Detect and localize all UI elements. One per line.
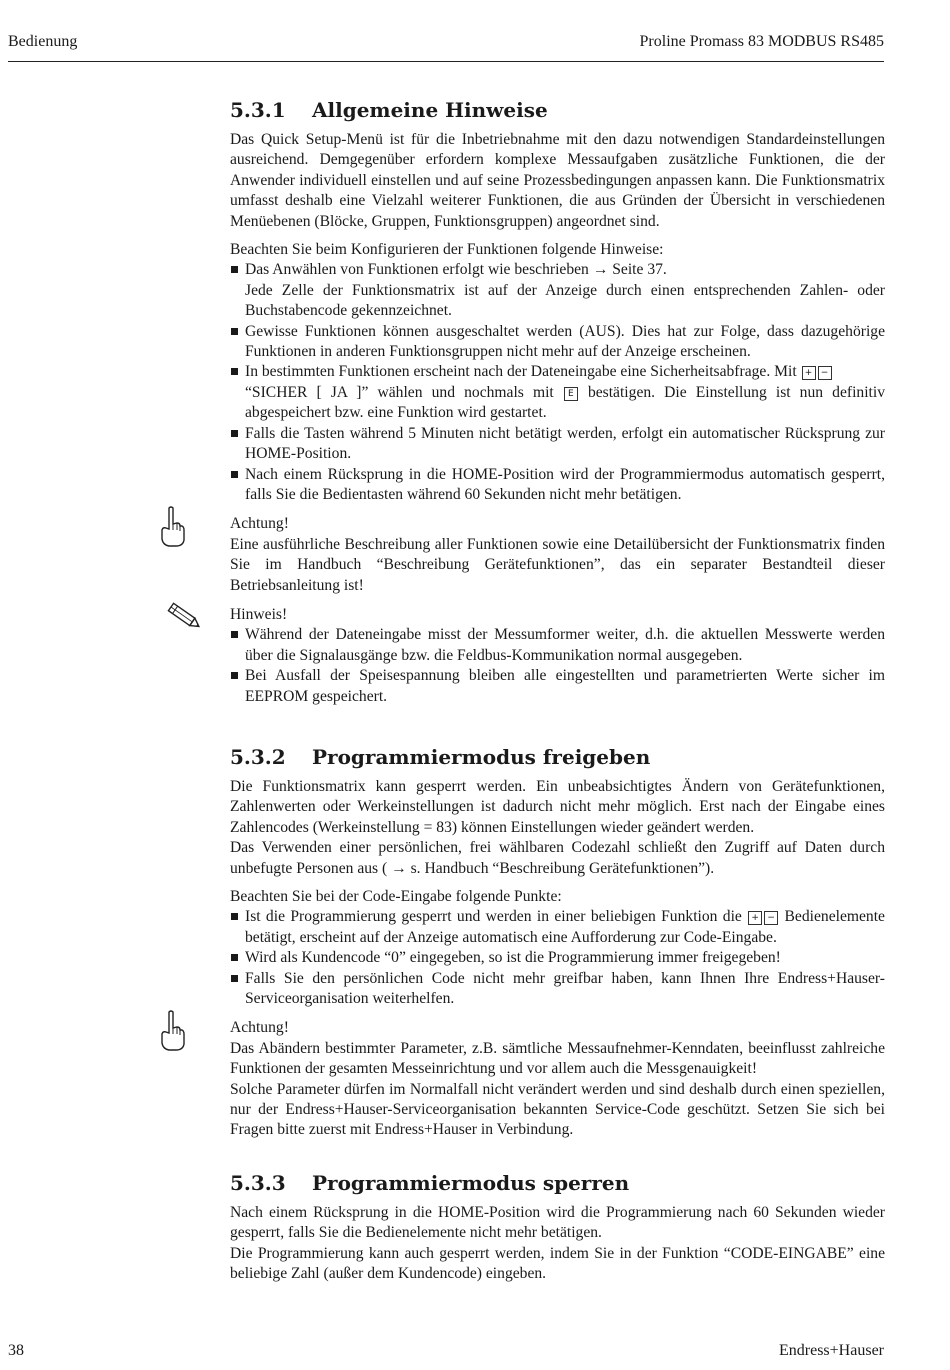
list-item: Während der Dateneingabe misst der Messumformer weiter, d.h. die aktuellen Messwerte werden über die Signalausgänge bzw. die Feldbus-Kommunikation normal ausgegeben.	[230, 625, 885, 666]
warning-text: Solche Parameter dürfen im Normalfall nicht verändert werden und sind deshalb durch einen speziellen, nur der Endress+Hauser-Serviceorganisation bekannten Service-Code geschützt. Setzen Sie sich bei Fragen bitte zuerst mit Endress+Hauser in Verbindung.	[230, 1080, 885, 1139]
section-heading-532: 5.3.2 Programmiermodus freigeben	[230, 744, 651, 769]
page-number: 38	[8, 1342, 24, 1359]
list-item: Das Anwählen von Funktionen erfolgt wie beschrieben → Seite 37. Jede Zelle der Funktionsmatrix ist auf der Anzeige durch einen entsprechenden Zahlen- oder Buchstabencode gekennzeichnet.	[230, 260, 885, 321]
warning-title: Achtung!	[230, 1019, 289, 1037]
paragraph: Die Programmierung kann auch gesperrt werden, indem Sie in der Funktion “CODE-EINGABE” eine beliebige Zahl (außer dem Kundencode) eingeben.	[230, 1244, 885, 1283]
paragraph: Die Funktionsmatrix kann gesperrt werden. Ein unbeabsichtigtes Ändern von Gerätefunktionen, Zahlenwerten oder Werkeinstellungen ist dadurch nicht mehr möglich. Erst nach der Eingabe eines Zahlencodes (Werkeinstellung = 83) können Einstellungen wieder geändert werden.	[230, 777, 885, 836]
plus-key-icon: +	[748, 911, 762, 925]
footer-brand: Endress+Hauser	[779, 1342, 884, 1359]
paragraph: Nach einem Rücksprung in die HOME-Position wird die Programmierung nach 60 Sekunden wieder gesperrt, falls Sie die Bedienelemente nicht mehr betätigen.	[230, 1203, 885, 1242]
section-heading-531: 5.3.1 Allgemeine Hinweise	[230, 98, 548, 122]
warning-text: Das Abändern bestimmter Parameter, z.B. sämtliche Messaufnehmer-Kenndaten, beeinflusst zahlreiche Funktionen der gesamten Messeinrichtung und vor allem auch die Messgenauigkeit!	[230, 1039, 885, 1078]
list-item: Bei Ausfall der Speisespannung bleiben alle eingestellten und parametrierten Werte sicher im EEPROM gespeichert.	[230, 666, 885, 707]
list-item: Falls die Tasten während 5 Minuten nicht betätigt werden, erfolgt ein automatischer Rücksprung zur HOME-Position.	[230, 424, 885, 465]
page-header	[8, 33, 884, 62]
pencil-note-icon	[162, 599, 204, 633]
paragraph: Beachten Sie bei der Code-Eingabe folgende Punkte:	[230, 888, 562, 905]
hint-list	[230, 260, 885, 505]
warning-block	[230, 1018, 885, 1140]
enter-key-icon: E	[564, 387, 578, 401]
code-hint-list	[230, 907, 885, 1009]
pointing-hand-icon	[158, 506, 186, 548]
warning-text: Eine ausführliche Beschreibung aller Funktionen sowie eine Detailübersicht der Funktionsmatrix finden Sie im Handbuch “Beschreibung Gerätefunktionen”, das ein separater Bestandteil dieser Betriebsanleitung ist!	[230, 535, 885, 594]
plus-key-icon: +	[802, 366, 816, 380]
minus-key-icon: −	[764, 911, 778, 925]
note-block	[230, 605, 885, 707]
paragraph: Beachten Sie beim Konfigurieren der Funktionen folgende Hinweise:	[230, 241, 664, 259]
header-product: Proline Promass 83 MODBUS RS485	[639, 33, 884, 50]
warning-title: Achtung!	[230, 515, 289, 533]
note-list	[230, 625, 885, 707]
header-chapter: Bedienung	[8, 33, 78, 50]
section-heading-533: 5.3.3 Programmiermodus sperren	[230, 1170, 630, 1195]
list-item: Ist die Programmierung gesperrt und werden in einer beliebigen Funktion die + − Bedienelemente betätigt, erscheint auf der Anzeige automatisch eine Aufforderung zur Code-Eingabe.	[230, 907, 885, 948]
page-content	[230, 96, 885, 1285]
list-item: In bestimmten Funktionen erscheint nach der Dateneingabe eine Sicherheitsabfrage. Mit + − “SICHER [ JA ]” wählen und nochmals mit E bestätigen. Die Einstellung ist nun definitiv abgespeichert bzw. eine Funktion wird gestartet.	[230, 362, 885, 423]
note-title: Hinweis!	[230, 605, 288, 623]
pointing-hand-icon	[158, 1010, 186, 1052]
list-item: Nach einem Rücksprung in die HOME-Position wird der Programmiermodus automatisch gesperrt, falls Sie die Bedientasten während 60 Sekunden nicht mehr betätigen.	[230, 465, 885, 506]
warning-block	[230, 514, 885, 596]
minus-key-icon: −	[818, 366, 832, 380]
list-item: Wird als Kundencode “0” eingegeben, so ist die Programmierung immer freigegeben!	[230, 948, 885, 968]
list-item: Falls Sie den persönlichen Code nicht mehr greifbar haben, kann Ihnen Ihre Endress+Hauser-Serviceorganisation weiterhelfen.	[230, 969, 885, 1010]
paragraph: Das Quick Setup-Menü ist für die Inbetriebnahme mit den dazu notwendigen Standardeinstellungen ausreichend. Demgegenüber erfordern komplexe Messaufgaben zusätzliche Funktionen, die der Anwender individuell einstellen und auf seine Prozessbedingungen anpassen kann. Die Funktionsmatrix umfasst deshalb eine Vielzahl weiterer Funktionen, die aus Gründen der Übersicht in verschiedenen Menüebenen (Blöcke, Gruppen, Funktionsgruppen) angeordnet sind.	[230, 131, 885, 230]
list-item: Gewisse Funktionen können ausgeschaltet werden (AUS). Dies hat zur Folge, dass dazugehörige Funktionen in anderen Funktionsgruppen nicht mehr auf der Anzeige erscheinen.	[230, 322, 885, 363]
paragraph: Das Verwenden einer persönlichen, frei wählbaren Codezahl schließt den Zugriff auf Daten durch unbefugte Personen aus ( → s. Handbuch “Beschreibung Gerätefunktionen”).	[230, 839, 885, 877]
